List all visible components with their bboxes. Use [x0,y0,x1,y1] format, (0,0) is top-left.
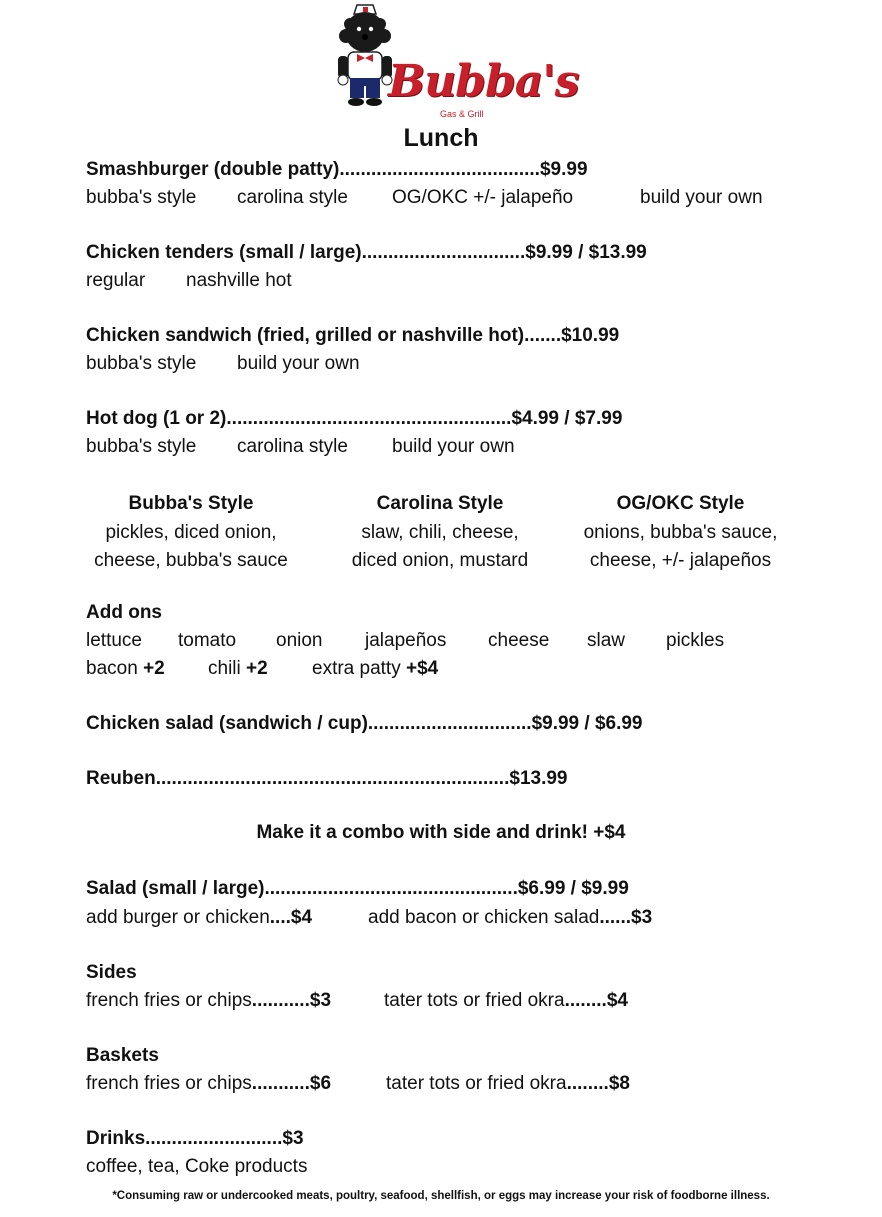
leader-dots: ...................................... [339,159,540,180]
leader-dots: ...... [599,907,632,928]
addons-free [86,629,724,653]
item-chicken-salad [86,712,643,736]
item-name: Chicken salad (sandwich / cup) [86,713,368,734]
addon: lettuce [86,630,142,651]
addon-name: chili [208,658,241,679]
item-name: Chicken tenders (small / large) [86,242,362,263]
item-name: Salad (small / large) [86,878,265,899]
item-chicken-sandwich [86,324,619,348]
style-title: Bubba's Style [128,493,254,514]
side-price: $3 [309,990,332,1011]
option: build your own [392,436,515,457]
leader-dots: ................................................................... [155,768,510,789]
addon: slaw [587,630,626,651]
side-item [86,989,384,1013]
leader-dots: ........ [566,1073,609,1094]
item-price: $6.99 / $9.99 [517,878,629,899]
style-og-okc [568,490,793,576]
option: carolina style [237,187,348,208]
item-options [86,352,360,376]
addon [86,657,208,681]
drinks-description: coffee, tea, Coke products [86,1156,308,1177]
add-price: $3 [631,907,653,928]
option: OG/OKC +/- jalapeño [392,187,574,208]
add-text: add bacon or chicken salad [368,907,600,928]
style-bubbas [86,490,296,576]
side-item [384,989,628,1013]
leader-dots: ............................... [361,242,526,263]
addons-title: Add ons [86,602,162,623]
salad-adds [86,906,652,930]
style-line: slaw, chili, cheese, [361,521,519,543]
item-price: $13.99 [509,768,568,789]
option: build your own [237,353,360,374]
style-line: pickles, diced onion, [105,521,277,543]
style-line: onions, bubba's sauce, [583,521,778,543]
item-name: Reuben [86,768,156,789]
basket-item [86,1072,386,1096]
logo [330,2,579,120]
baskets-items [86,1072,630,1096]
option: regular [86,270,146,291]
style-title: OG/OKC Style [616,493,745,514]
item-price: $9.99 / $13.99 [525,242,647,263]
food-safety-footnote: *Consuming raw or undercooked meats, poultry, seafood, shellfish, or eggs may increase your risk of foodborne illness. [112,1190,770,1202]
style-line: cheese, bubba's sauce [94,550,288,571]
logo-wordmark: Bubba's [388,56,579,107]
item-options [86,186,763,210]
menu-title: Lunch [403,124,479,152]
item-price: $4.99 / $7.99 [511,408,623,429]
salad-add [86,906,368,930]
addon: jalapeños [365,630,447,651]
item-name: Chicken sandwich (fried, grilled or nashville hot) [86,325,525,346]
sides-title: Sides [86,962,137,983]
option: build your own [640,187,763,208]
item-chicken-tenders [86,241,647,265]
addon-price: +2 [246,658,268,679]
add-price: $4 [290,907,313,928]
addon: pickles [666,630,725,651]
leader-dots: ....... [524,325,562,346]
addon-name: bacon [86,658,138,679]
item-name: Drinks [86,1128,146,1149]
item-options [86,435,515,459]
basket-price: $8 [608,1073,630,1094]
item-price: $10.99 [561,325,620,346]
leader-dots: ........ [564,990,607,1011]
option: bubba's style [86,353,197,374]
addon-price: +$4 [406,658,439,679]
leader-dots: ...................................................... [226,408,512,429]
item-smashburger [86,158,588,182]
basket-text: tater tots or fried okra [386,1073,567,1094]
addon [208,657,312,681]
item-salad [86,877,629,901]
side-text: french fries or chips [86,990,252,1011]
sides-items [86,989,628,1013]
leader-dots: ........... [251,990,310,1011]
basket-text: french fries or chips [86,1073,252,1094]
addon [312,657,438,681]
item-name: Hot dog (1 or 2) [86,408,227,429]
leader-dots: .... [269,907,291,928]
style-title: Carolina Style [376,493,504,514]
addon: tomato [178,630,237,651]
basket-item [386,1072,630,1096]
leader-dots: ................................................ [264,878,518,899]
leader-dots: .......................... [145,1128,283,1149]
style-line: diced onion, mustard [351,550,529,571]
item-hot-dog [86,407,622,431]
option: bubba's style [86,436,197,457]
side-price: $4 [606,990,628,1011]
item-reuben [86,767,568,791]
option: nashville hot [186,270,292,291]
add-text: add burger or chicken [86,907,270,928]
baskets-title: Baskets [86,1045,159,1066]
logo-tagline: Gas & Grill [440,109,484,119]
basket-price: $6 [309,1073,332,1094]
leader-dots: ............................... [367,713,532,734]
item-price: $3 [282,1128,304,1149]
addon-price: +2 [143,658,165,679]
item-name: Smashburger (double patty) [86,159,340,180]
leader-dots: ........... [251,1073,310,1094]
style-carolina [335,490,545,576]
option: bubba's style [86,187,197,208]
salad-add [368,906,652,930]
addon: onion [276,630,323,651]
side-text: tater tots or fried okra [384,990,565,1011]
item-options [86,269,292,293]
addon: cheese [488,630,550,651]
addons-paid [86,657,438,681]
combo-note: Make it a combo with side and drink! +$4 [256,822,626,843]
item-price: $9.99 [539,159,588,180]
option: carolina style [237,436,348,457]
item-price: $9.99 / $6.99 [531,713,643,734]
item-drinks [86,1127,304,1151]
addon-name: extra patty [312,658,401,679]
style-line: cheese, +/- jalapeños [589,550,772,571]
